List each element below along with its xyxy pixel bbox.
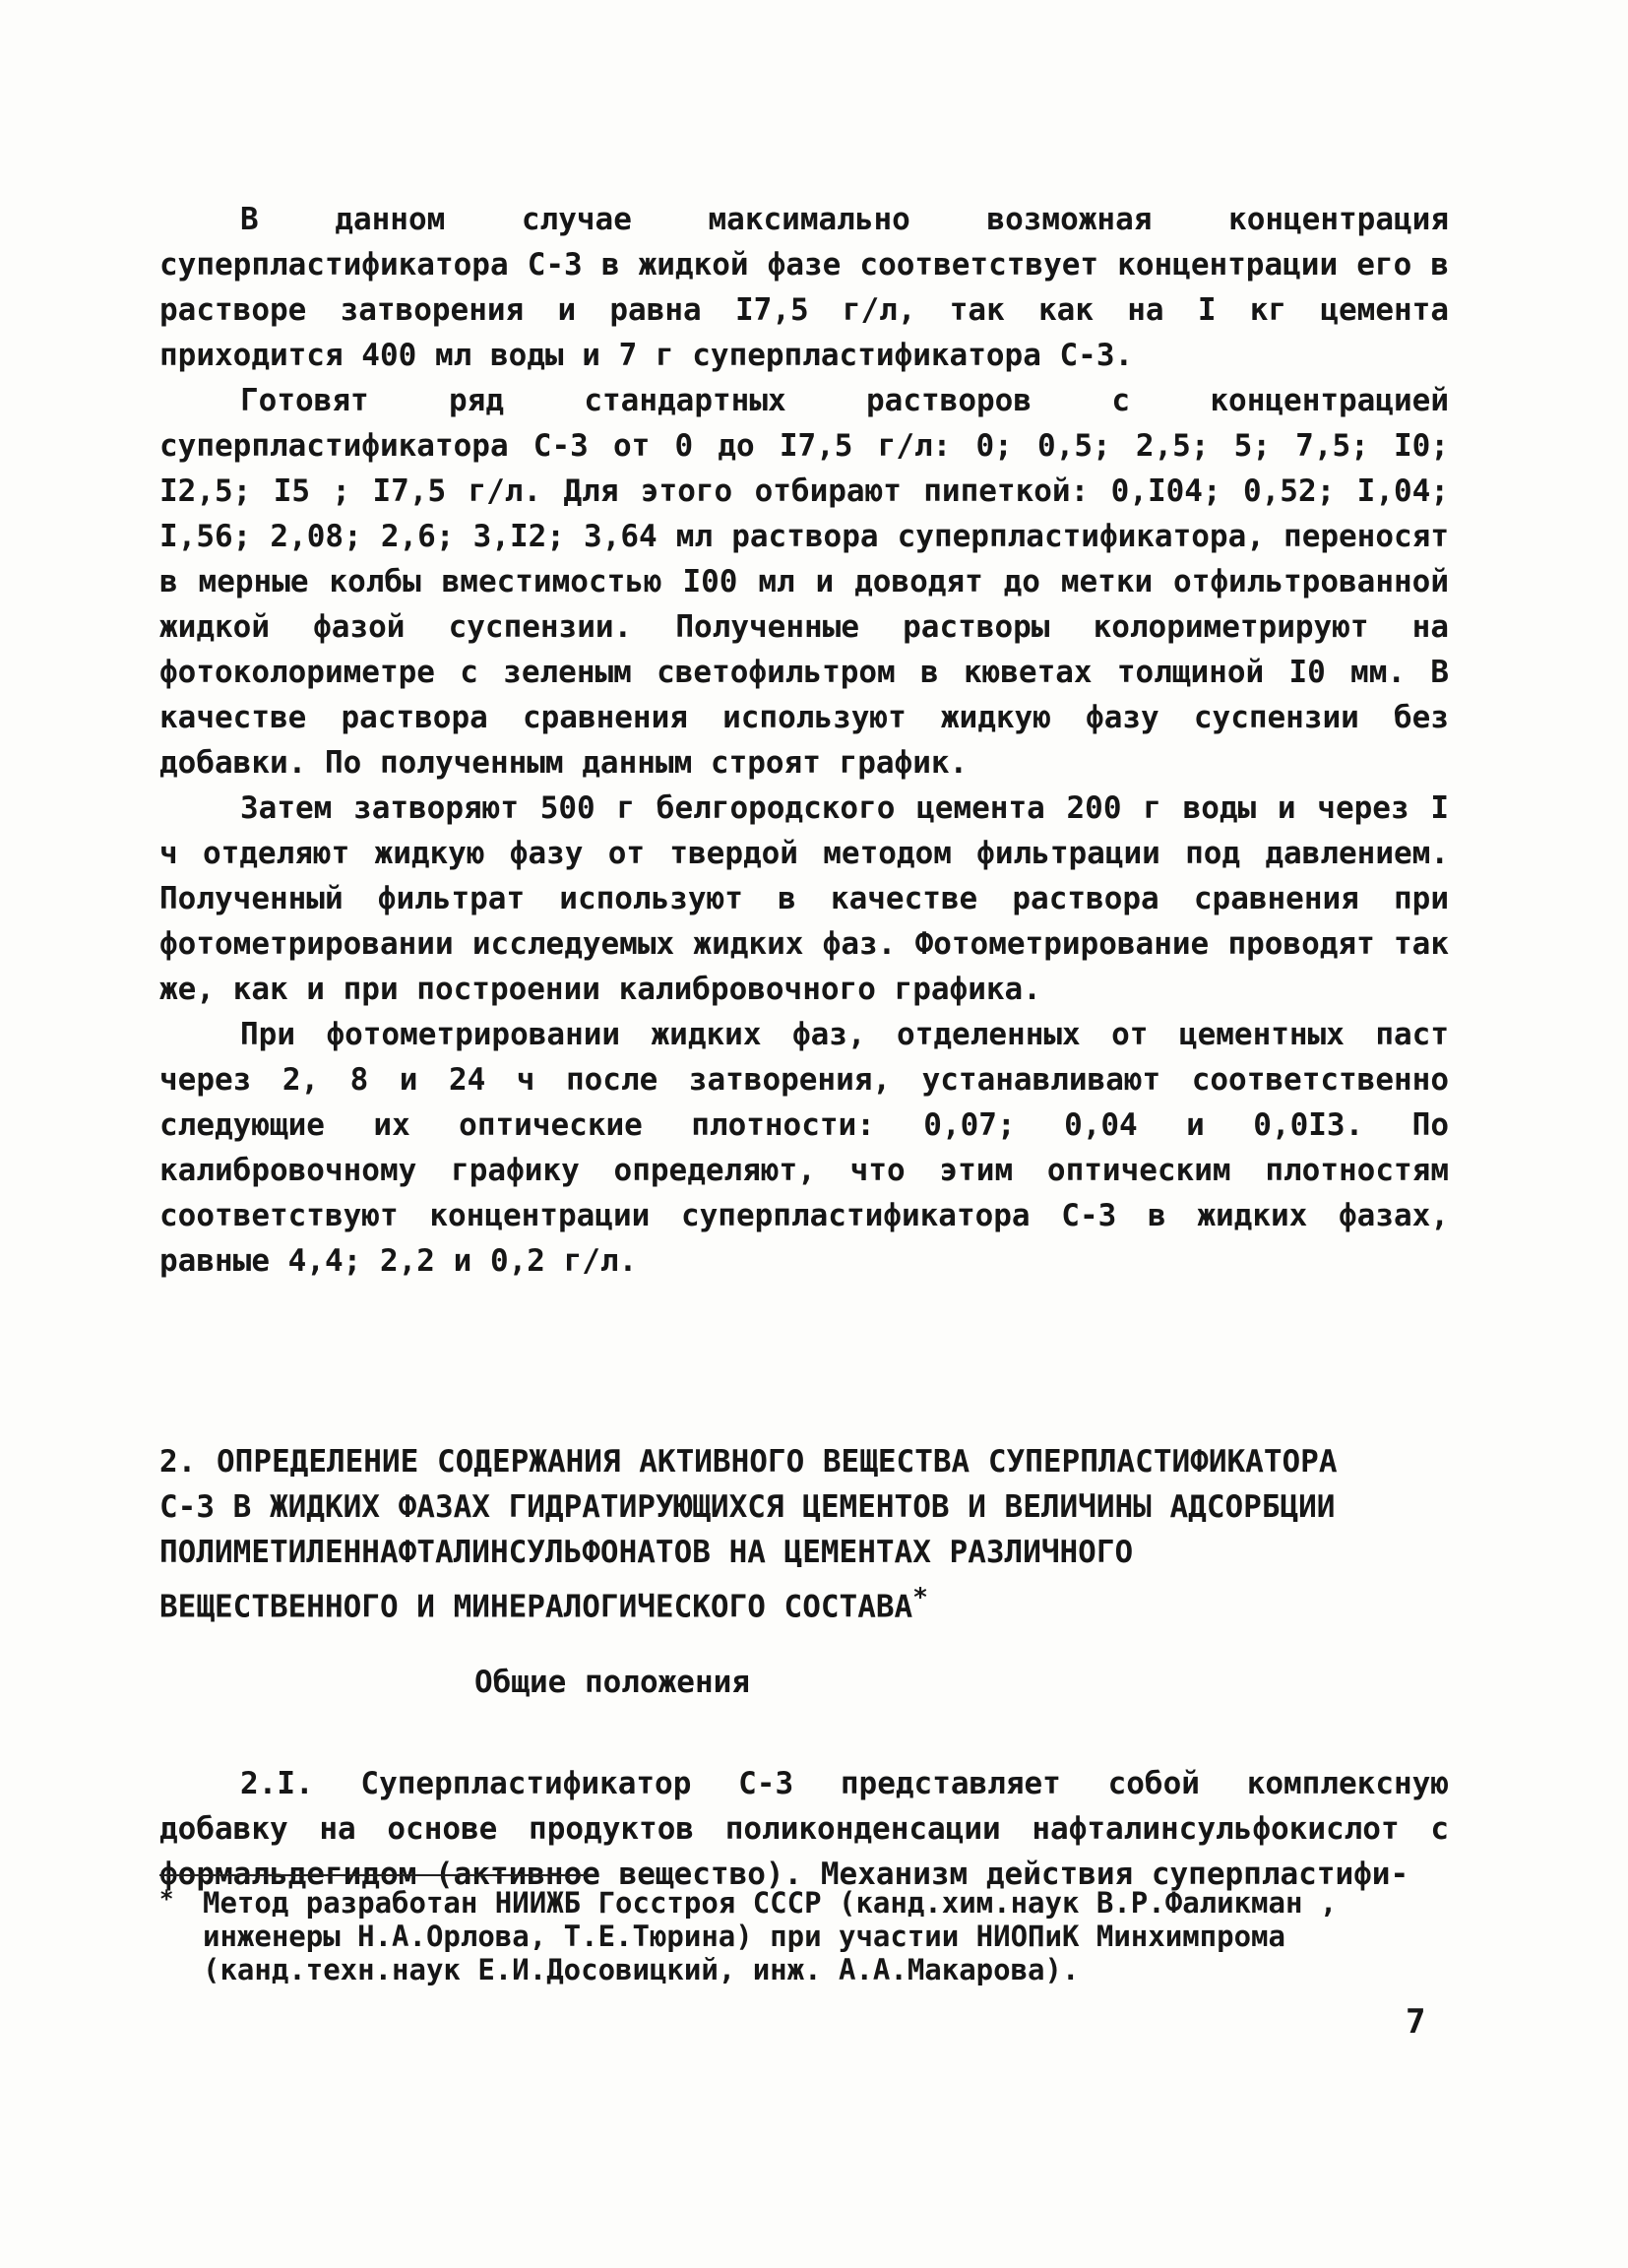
section-footnote-mark: *: [912, 1583, 928, 1612]
paragraph-photometry-results: При фотометрировании жидких фаз, отделенных от цементных паст через 2, 8 и 24 ч после затворения, устанавливают соответственно следующие их оптические плотности: 0,07; 0,04 и 0,0І3. По калибровочному графику определяют, что этим оптическим плотностям соответствуют концентрации суперпластификатора С-3 в жидких фазах, равные 4,4; 2,2 и 0,2 г/л.: [159, 1017, 1449, 1279]
footnote-line-2: инженеры Н.А.Орлова, Т.Е.Тюрина) при участии НИОПиК Минхимпрома: [203, 1920, 1285, 1953]
footnote-mark: *: [159, 1885, 174, 1913]
body-text: [159, 197, 1449, 1284]
section-title: ОПРЕДЕЛЕНИЕ СОДЕРЖАНИЯ АКТИВНОГО ВЕЩЕСТВА СУПЕРПЛАСТИФИКАТОРА С-3 В ЖИДКИХ ФАЗАХ ГИДРАТИРУЮЩИХСЯ ЦЕМЕНТОВ И ВЕЛИЧИНЫ АДСОРБЦИИ ПОЛИМЕТИЛЕННАФТАЛИНСУЛЬФОНАТОВ НА ЦЕМЕНТАХ РАЗЛИЧНОГО ВЕЩЕСТВЕННОГО И МИНЕРАЛОГИЧЕСКОГО СОСТАВА: [159, 1444, 1338, 1625]
section-number: 2.: [159, 1444, 197, 1480]
footnote: [159, 1882, 1449, 1986]
paragraph-standard-solutions: Готовят ряд стандартных растворов с концентрацией суперпластификатора С-3 от 0 до І7,5 г/л: 0; 0,5; 2,5; 5; 7,5; І0; І2,5; І5 ; І7,5 г/л. Для этого отбирают пипеткой: 0,І04; 0,52; І,04; І,56; 2,08; 2,6; 3,І2; 3,64 мл раствора суперпластификатора, переносят в мерные колбы вместимостью І00 мл и доводят до метки отфильтрованной жидкой фазой суспензии. Полученные растворы колориметрируют на фотоколориметре с зеленым светофильтром в кюветах толщиной І0 мм. В качестве раствора сравнения используют жидкую фазу суспензии без добавки. По полученным данным строят график.: [159, 383, 1449, 781]
paragraph-2-1: 2.І. Суперпластификатор С-3 представляет собой комплексную добавку на основе продуктов поликонденсации нафталинсульфокислот с формальдегидом (активное вещество). Механизм действия суперпластифи-: [159, 1766, 1449, 1892]
section-heading: [159, 1439, 1380, 1629]
subheading-general-provisions: Общие положения: [474, 1665, 750, 1700]
footnote-divider: [159, 1874, 596, 1876]
footnote-line-3: (канд.техн.наук Е.И.Досовицкий, инж. А.А.Макарова).: [203, 1953, 1080, 1986]
page-number: 7: [1406, 2002, 1426, 2042]
footnote-line-1: Метод разработан НИИЖБ Госстроя СССР (канд.хим.наук В.Р.Фаликман ,: [203, 1886, 1338, 1920]
paragraph-cement-filtration: Затем затворяют 500 г белгородского цемента 200 г воды и через I ч отделяют жидкую фазу от твердой методом фильтрации под давлением. Полученный фильтрат используют в качестве раствора сравнения при фотометрировании исследуемых жидких фаз. Фотометрирование проводят так же, как и при построении калибровочного графика.: [159, 790, 1449, 1007]
paragraph-max-concentration: В данном случае максимально возможная концентрация суперпластификатора С-3 в жидкой фазе соответствует концентрации его в растворе затворения и равна І7,5 г/л, так как на I кг цемента приходится 400 мл воды и 7 г суперпластификатора С-3.: [159, 202, 1449, 373]
